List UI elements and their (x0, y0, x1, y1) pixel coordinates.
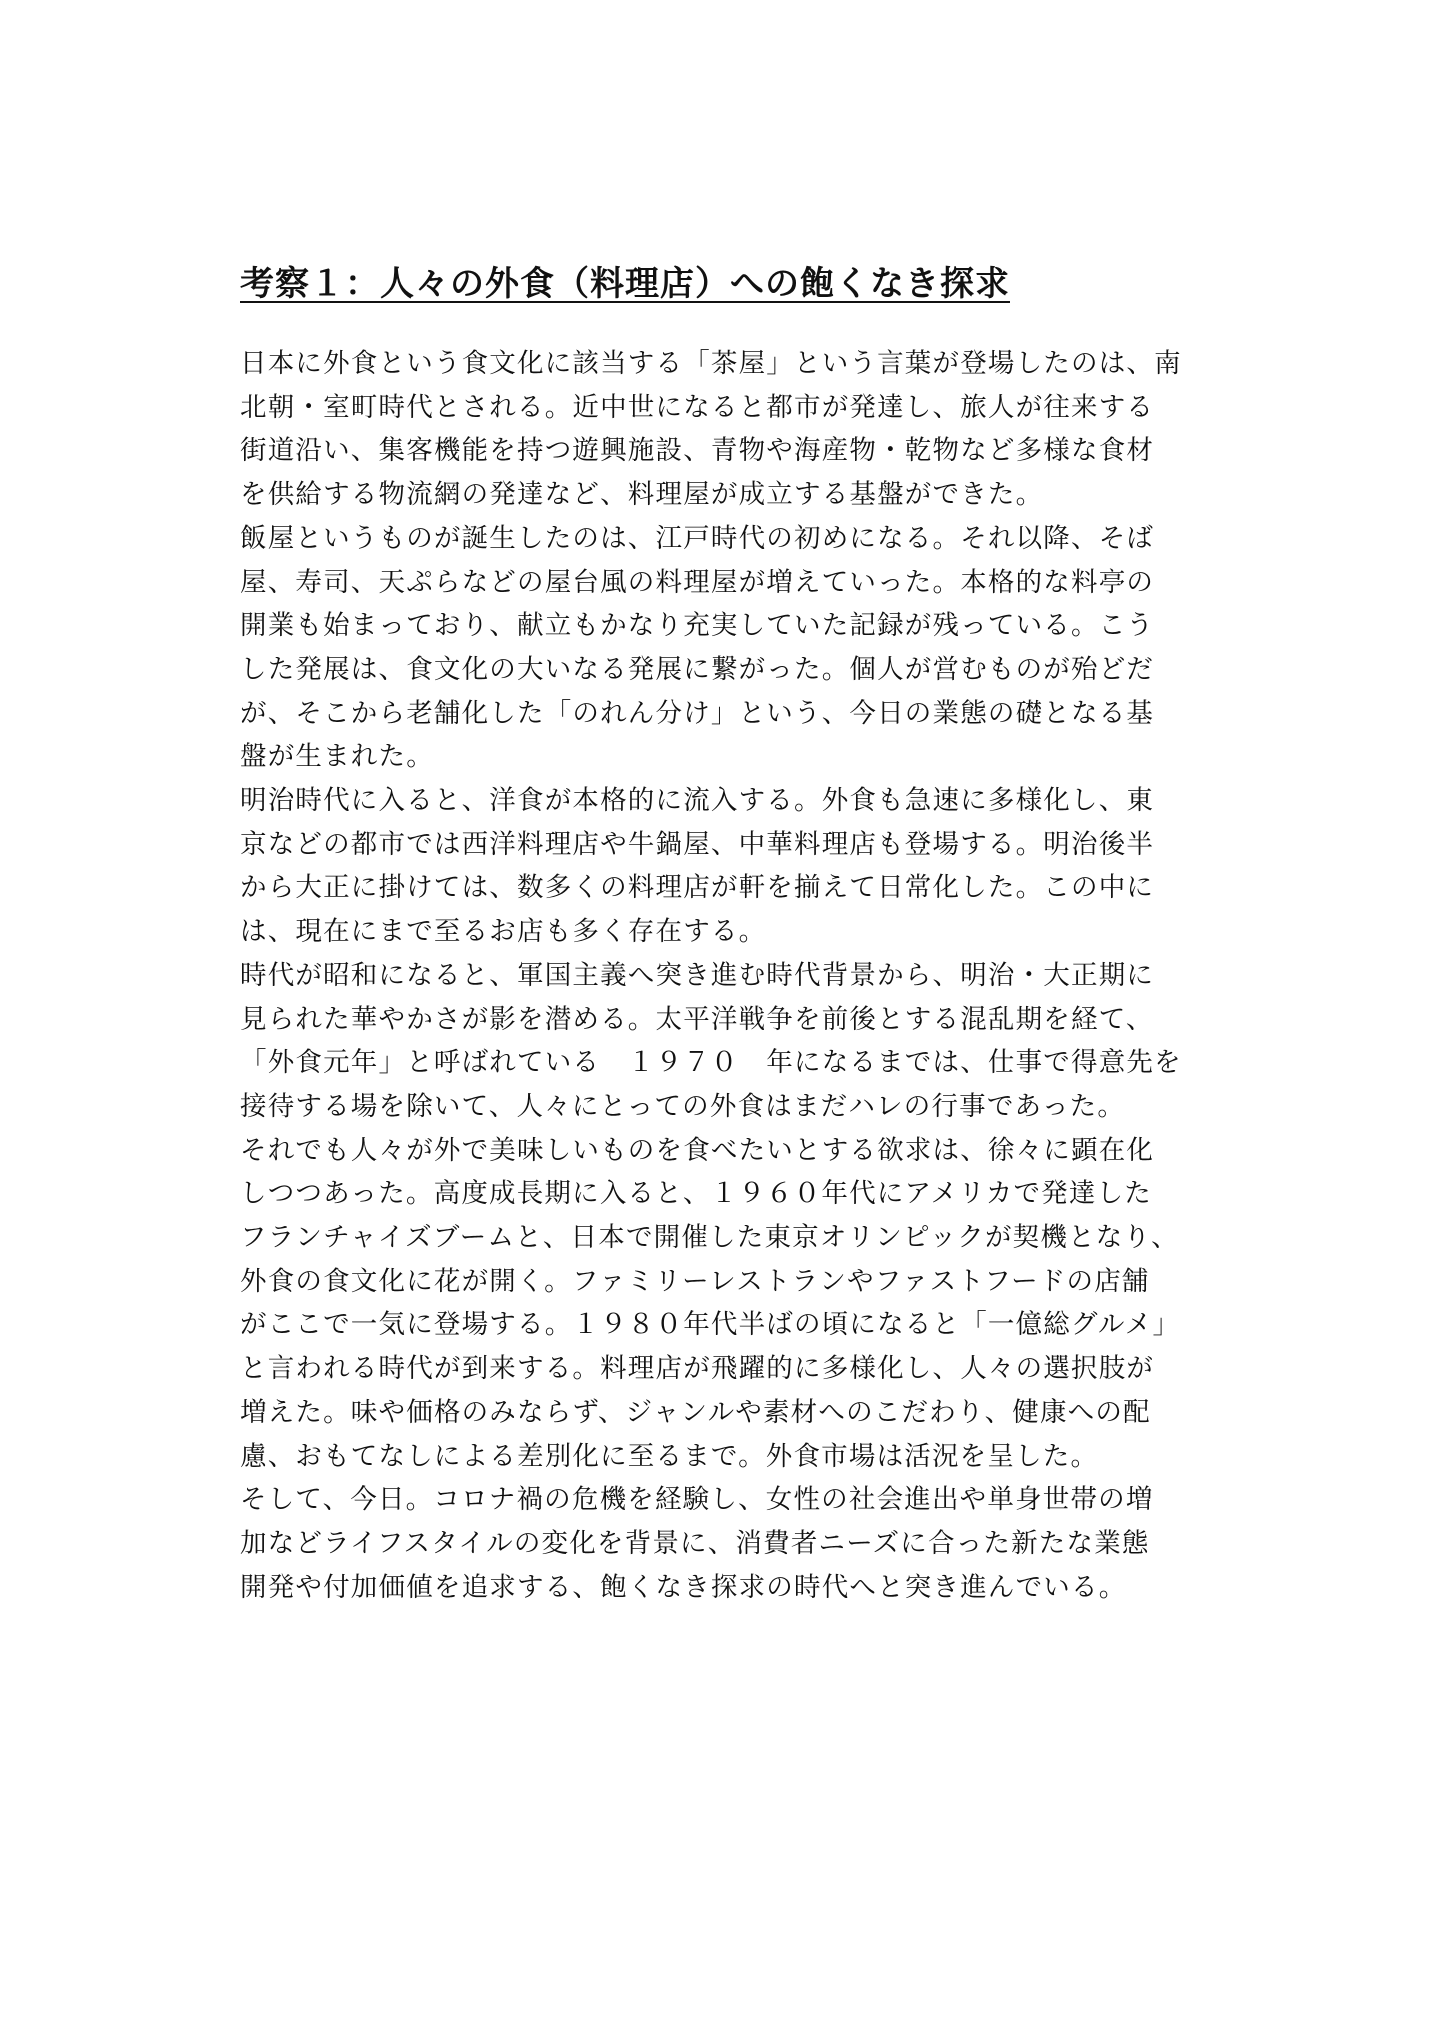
text-line: 慮、おもてなしによる差別化に至るまで。外食市場は活況を呈した。 (240, 1440, 1099, 1472)
text-line: 街道沿い、集客機能を持つ遊興施設、青物や海産物・乾物など多様な食材 (240, 435, 1155, 467)
text-line: と言われる時代が到来する。料理店が飛躍的に多様化し、人々の選択肢が (240, 1353, 1155, 1385)
text-line: 京などの都市では西洋料理店や牛鍋屋、中華料理店も登場する。明治後半 (240, 828, 1155, 860)
body-text (240, 342, 1220, 1609)
text-line: 盤が生まれた。 (240, 741, 434, 773)
text-line: 外食の食文化に花が開く。ファミリーレストランやファストフードの店舗 (240, 1265, 1150, 1297)
text-line: 北朝・室町時代とされる。近中世になると都市が発達し、旅人が往来する (240, 391, 1155, 423)
text-line: した発展は、食文化の大いなる発展に繋がった。個人が営むものが殆どだ (240, 653, 1155, 685)
text-line: しつつあった。高度成長期に入ると、１９６０年代にアメリカで発達した (240, 1178, 1152, 1210)
text-line: 接待する場を除いて、人々にとっての外食はまだハレの行事であった。 (240, 1090, 1126, 1122)
text-line: 増えた。味や価格のみならず、ジャンルや素材へのこだわり、健康への配 (240, 1396, 1151, 1428)
text-line: がここで一気に登場する。１９８０年代半ばの頃になると「一億総グルメ」 (240, 1309, 1181, 1341)
text-line: 開業も始まっており、献立もかなり充実していた記録が残っている。こう (240, 610, 1155, 642)
text-line: 加などライフスタイルの変化を背景に、消費者ニーズに合った新たな業態 (240, 1527, 1150, 1559)
text-line: を供給する物流網の発達など、料理屋が成立する基盤ができた。 (240, 479, 1044, 511)
text-line: 飯屋というものが誕生したのは、江戸時代の初めになる。それ以降、そば (240, 522, 1155, 554)
text-line: それでも人々が外で美味しいものを食べたいとする欲求は、徐々に顕在化 (240, 1134, 1155, 1166)
text-line: 見られた華やかさが影を潜める。太平洋戦争を前後とする混乱期を経て、 (240, 1003, 1154, 1035)
text-line: 明治時代に入ると、洋食が本格的に流入する。外食も急速に多様化し、東 (240, 785, 1155, 817)
text-line: そして、今日。コロナ禍の危機を経験し、女性の社会進出や単身世帯の増 (240, 1484, 1154, 1516)
document-content (240, 262, 1220, 1609)
text-line: 屋、寿司、天ぷらなどの屋台風の料理屋が増えていった。本格的な料亭の (240, 566, 1155, 598)
text-line: は、現在にまで至るお店も多く存在する。 (240, 916, 767, 948)
section-title: 考察１：人々の外食（料理店）への飽くなき探求 (240, 264, 1010, 304)
text-line: 「外食元年」と呼ばれている １９７０ 年になるまでは、仕事で得意先を (240, 1047, 1182, 1079)
text-line: 日本に外食という食文化に該当する「茶屋」という言葉が登場したのは、南 (240, 348, 1182, 379)
text-line: 時代が昭和になると、軍国主義へ突き進む時代背景から、明治・大正期に (240, 959, 1155, 991)
text-line: から大正に掛けては、数多くの料理店が軒を揃えて日常化した。この中に (240, 872, 1155, 904)
text-line: 開発や付加価値を追求する、飽くなき探求の時代へと突き進んでいる。 (240, 1571, 1127, 1603)
text-line: が、そこから老舗化した「のれん分け」という、今日の業態の礎となる基 (240, 697, 1155, 729)
text-line: フランチャイズブームと、日本で開催した東京オリンピックが契機となり、 (240, 1222, 1179, 1254)
